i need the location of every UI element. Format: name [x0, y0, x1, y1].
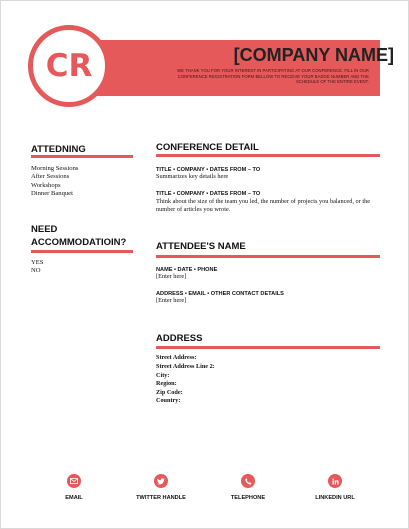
- accommodation-title-line2: ACCOMMODATIOIN?: [31, 237, 127, 248]
- attendee-entry-head: NAME • DATE • PHONE: [156, 267, 218, 273]
- address-line[interactable]: Zip Code:: [156, 389, 183, 396]
- conference-title: CONFERENCE DETAIL: [156, 142, 259, 153]
- footer-linkedin-label[interactable]: LINKEDIN URL: [315, 495, 355, 501]
- attendee-divider: [156, 255, 380, 258]
- email-icon[interactable]: [67, 474, 81, 488]
- address-line[interactable]: Street Address:: [156, 354, 197, 361]
- conference-entry-body[interactable]: Summarizes key details here: [156, 173, 229, 180]
- address-line[interactable]: Region:: [156, 380, 177, 387]
- company-name[interactable]: [COMPANY NAME]: [233, 45, 394, 65]
- telephone-icon[interactable]: [241, 474, 255, 488]
- attending-divider: [31, 155, 133, 158]
- accommodation-option-no[interactable]: NO: [31, 267, 41, 275]
- header-note: WE THANK YOU FOR YOUR INTEREST IN PARTICIPATING AT OUR CONFERENCE. FILL IN OUR CONFERENCE REGISTRATION FORM BELLOW TO RECEIVE YOUR BADGE NUMBER AND THE SCHEDULE OF THE ENTIRE EVENT.: [177, 68, 369, 85]
- conference-entry-body[interactable]: Think about the size of the team you led, the number of projects you balanced, or the number of articles you wrote.: [156, 198, 371, 214]
- attendee-title: ATTENDEE'S NAME: [156, 241, 246, 252]
- address-divider: [156, 346, 380, 349]
- address-line[interactable]: Street Address Line 2:: [156, 363, 215, 370]
- attendee-entry-input[interactable]: [Enter here]: [156, 273, 187, 280]
- accommodation-divider: [31, 250, 133, 253]
- twitter-icon[interactable]: [154, 474, 168, 488]
- footer-email-label[interactable]: EMAIL: [65, 495, 83, 501]
- address-title: ADDRESS: [156, 333, 203, 344]
- attending-item[interactable]: Workshops: [31, 181, 61, 189]
- conference-entry-head: TITLE • COMPANY • DATES FROM – TO: [156, 191, 261, 197]
- accommodation-title-line1: NEED: [31, 224, 58, 235]
- attending-item[interactable]: Morning Sessions: [31, 165, 79, 172]
- attending-item[interactable]: Dinner Banquet: [31, 190, 73, 198]
- accommodation-options: [31, 259, 43, 276]
- address-line[interactable]: Country:: [156, 397, 181, 404]
- conference-entry-head: TITLE • COMPANY • DATES FROM – TO: [156, 167, 261, 173]
- attending-list: [31, 165, 78, 199]
- initials-logo: [28, 25, 110, 107]
- attending-item[interactable]: After Sessions: [31, 173, 70, 181]
- attendee-entry-head: ADDRESS • EMAIL • OTHER CONTACT DETAILS: [156, 291, 284, 297]
- attendee-entry-input[interactable]: [Enter here]: [156, 297, 187, 304]
- accommodation-option-yes[interactable]: YES: [31, 259, 44, 266]
- attending-title: ATTEDNING: [31, 144, 86, 155]
- linkedin-icon[interactable]: [328, 474, 342, 488]
- footer-telephone-label[interactable]: TELEPHONE: [230, 495, 266, 501]
- initials-text: CR: [45, 48, 93, 84]
- conference-divider: [156, 154, 380, 157]
- address-line[interactable]: City:: [156, 372, 170, 379]
- footer-twitter-label[interactable]: TWITTER HANDLE: [136, 495, 186, 501]
